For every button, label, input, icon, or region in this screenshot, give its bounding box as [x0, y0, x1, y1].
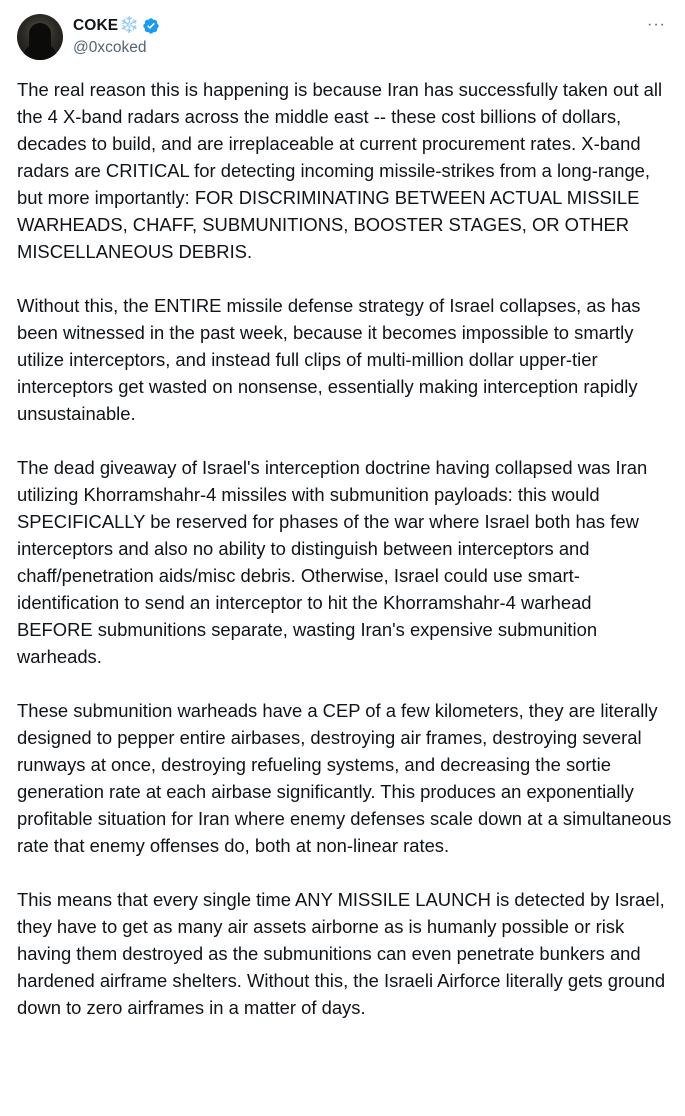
tweet-paragraph: Without this, the ENTIRE missile defense strategy of Israel collapses, as has been witnessed in the past week, because it becomes impossible to smartly utilize interceptors, and instead full clips of multi-million dollar upper-tier interceptors get wasted on nonsense, essentially making interception rapidly unsustainable.: [17, 295, 641, 424]
avatar[interactable]: [17, 14, 63, 60]
verified-badge-icon[interactable]: [142, 17, 160, 35]
name-row: [73, 15, 160, 37]
tweet-header: [17, 13, 668, 61]
tweet-paragraph: The real reason this is happening is because Iran has successfully taken out all the 4 X-band radars across the middle east -- these cost billions of dollars, decades to build, and are irreplaceable at current procurement rates. X-band radars are CRITICAL for detecting incoming missile-strikes from a long-range, but more importantly: FOR DISCRIMINATING BETWEEN ACTUAL MISSILE WARHEADS, CHAFF, SUBMUNITIONS, BOOSTER STAGES, OR OTHER MISCELLANEOUS DEBRIS.: [17, 79, 663, 262]
display-name[interactable]: COKE: [73, 17, 119, 34]
snowflake-emoji: ❄️: [119, 17, 140, 34]
more-options-icon[interactable]: ···: [647, 16, 666, 33]
author-info: [73, 15, 160, 59]
tweet-paragraph: The dead giveaway of Israel's interception doctrine having collapsed was Iran utilizing Khorramshahr-4 missiles with submunition payloads: this would SPECIFICALLY be reserved for phases of the war where Israel both has few interceptors and also no ability to distinguish between interceptors and chaff/penetration aids/misc debris. Otherwise, Israel could use smart-identification to send an interceptor to hit the Khorramshahr-4 warhead BEFORE submunitions separate, wasting Iran's expensive submunition warheads.: [17, 457, 648, 667]
handle[interactable]: @0xcoked: [73, 39, 147, 56]
tweet-paragraph: This means that every single time ANY MISSILE LAUNCH is detected by Israel, they have to get as many air assets airborne as is humanly possible or risk having them destroyed as the submunitions can even penetrate bunkers and hardened airframe shelters. Without this, the Israeli Airforce literally gets ground down to zero airframes in a matter of days.: [17, 889, 666, 1018]
tweet-text: [17, 76, 672, 1021]
tweet-paragraph: These submunition warheads have a CEP of a few kilometers, they are literally designed to pepper entire airbases, destroying air frames, destroying several runways at once, destroying refueling systems, and decreasing the sortie generation rate at each airbase significantly. This produces an exponentially profitable situation for Iran where enemy defenses scale down at a simultaneous rate that enemy offenses do, both at non-linear rates.: [17, 700, 672, 856]
avatar-figure-body: [23, 44, 57, 60]
